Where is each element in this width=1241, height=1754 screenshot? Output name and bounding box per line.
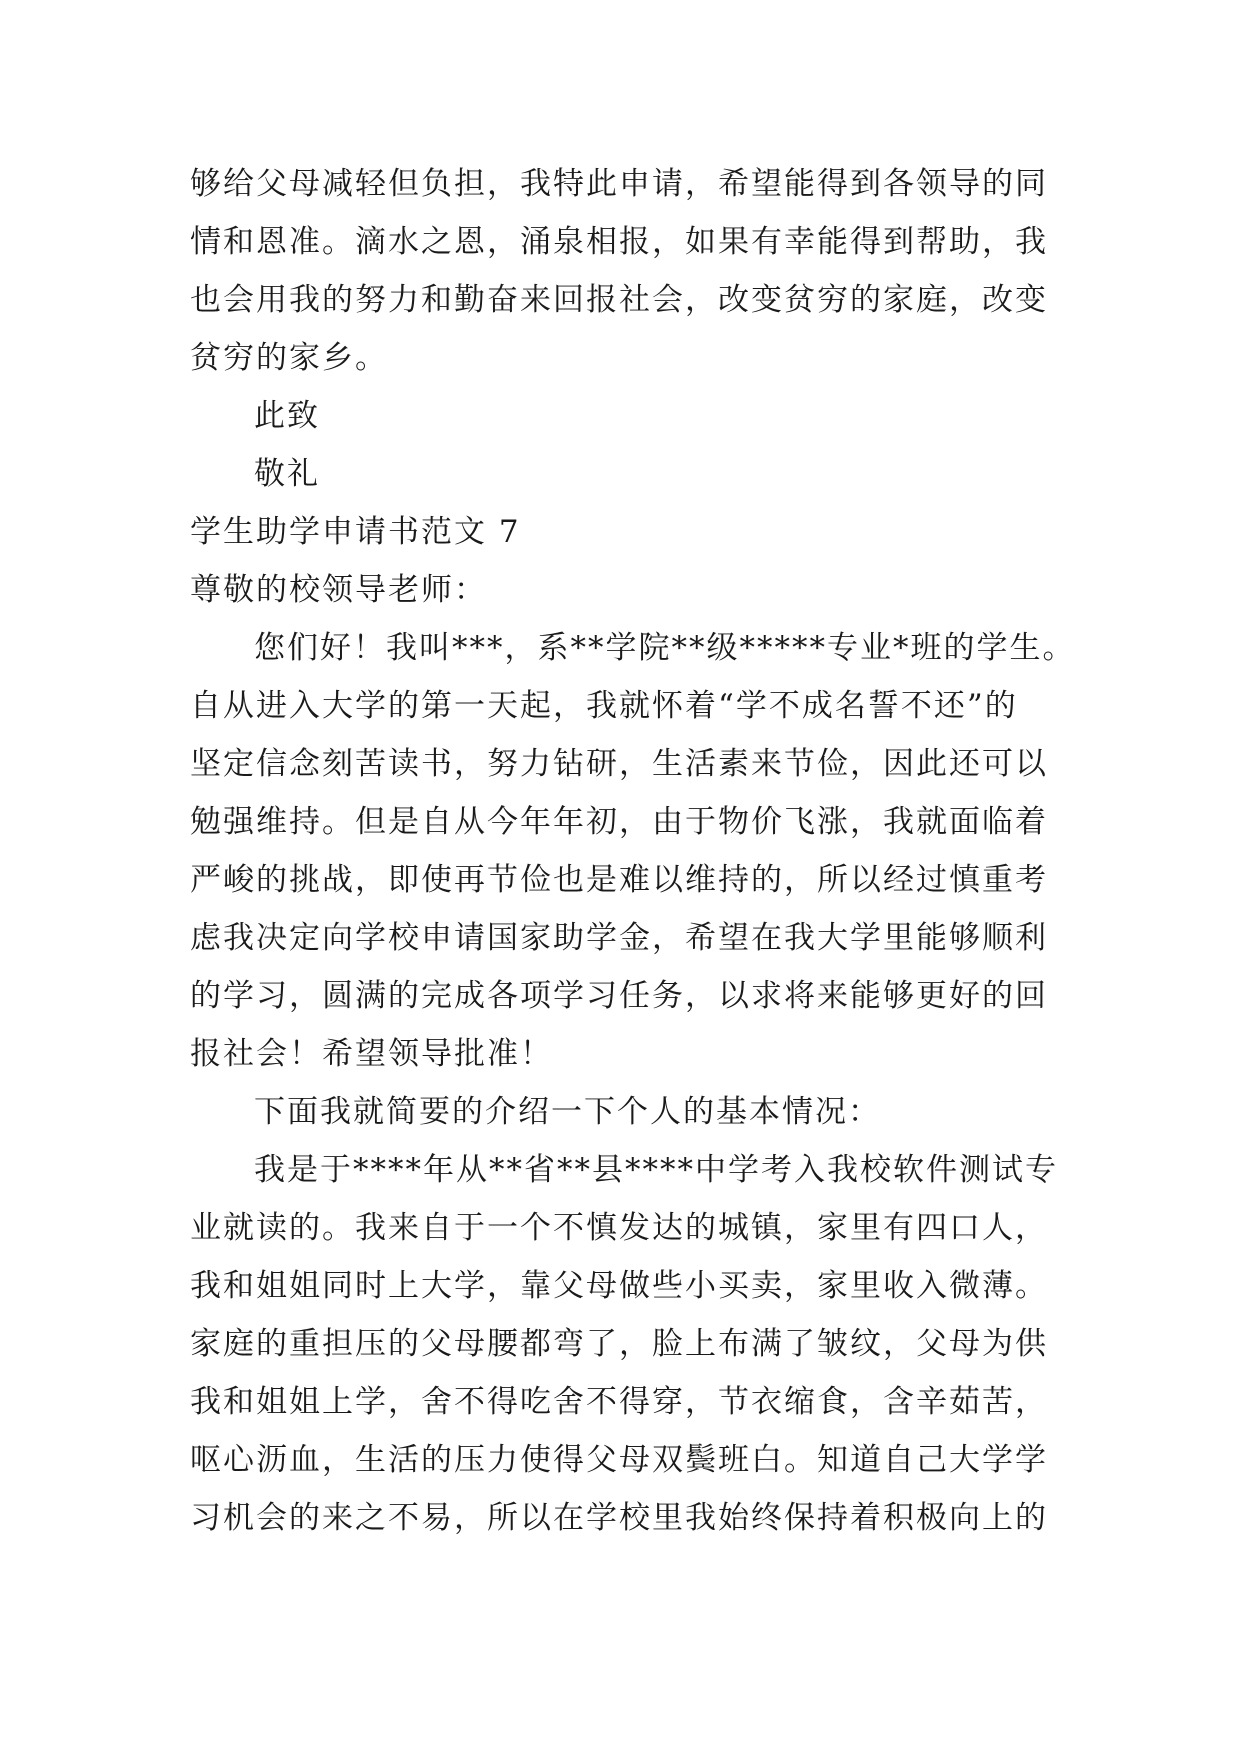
- text-line: 虑我决定向学校申请国家助学金，希望在我大学里能够顺利: [190, 920, 1048, 956]
- text-line: 贫穷的家乡。: [190, 340, 388, 376]
- text-line: 我和姐姐上学，舍不得吃舍不得穿，节衣缩食，含辛茹苦，: [190, 1384, 1048, 1420]
- text-line: 我是于****年从**省**县****中学考入我校软件测试专: [254, 1152, 1058, 1188]
- text-line: 下面我就简要的介绍一下个人的基本情况：: [254, 1094, 881, 1130]
- text-line: 情和恩准。滴水之恩，涌泉相报，如果有幸能得到帮助，我: [190, 224, 1048, 260]
- text-line: 勉强维持。但是自从今年年初，由于物价飞涨，我就面临着: [190, 804, 1048, 840]
- text-line: 的学习，圆满的完成各项学习任务，以求将来能够更好的回: [190, 978, 1048, 1014]
- text-line: 此致: [254, 398, 320, 434]
- text-line: 也会用我的努力和勤奋来回报社会，改变贫穷的家庭，改变: [190, 282, 1048, 318]
- text-line: 呕心沥血，生活的压力使得父母双鬓班白。知道自己大学学: [190, 1442, 1048, 1478]
- text-line: 习机会的来之不易，所以在学校里我始终保持着积极向上的: [190, 1500, 1048, 1536]
- document-body: [190, 155, 1076, 1547]
- text-line: 报社会！希望领导批准！: [190, 1036, 553, 1072]
- text-line: 我和姐姐同时上大学，靠父母做些小买卖，家里收入微薄。: [190, 1268, 1048, 1304]
- text-line: 敬礼: [254, 456, 320, 492]
- text-line: 业就读的。我来自于一个不慎发达的城镇，家里有四口人，: [190, 1210, 1048, 1246]
- text-line: 坚定信念刻苦读书，努力钻研，生活素来节俭，因此还可以: [190, 746, 1048, 782]
- text-line: 自从进入大学的第一天起，我就怀着“学不成名誓不还”的: [190, 688, 1018, 724]
- text-line: 您们好！我叫***，系**学院**级*****专业*班的学生。: [254, 630, 1076, 666]
- text-line: 家庭的重担压的父母腰都弯了，脸上布满了皱纹，父母为供: [190, 1326, 1048, 1362]
- text-line: 严峻的挑战，即使再节俭也是难以维持的，所以经过慎重考: [190, 862, 1048, 898]
- text-line: 学生助学申请书范文 7: [190, 514, 521, 550]
- text-line: 够给父母减轻但负担，我特此申请，希望能得到各领导的同: [190, 166, 1048, 202]
- text-line: 尊敬的校领导老师：: [190, 572, 487, 608]
